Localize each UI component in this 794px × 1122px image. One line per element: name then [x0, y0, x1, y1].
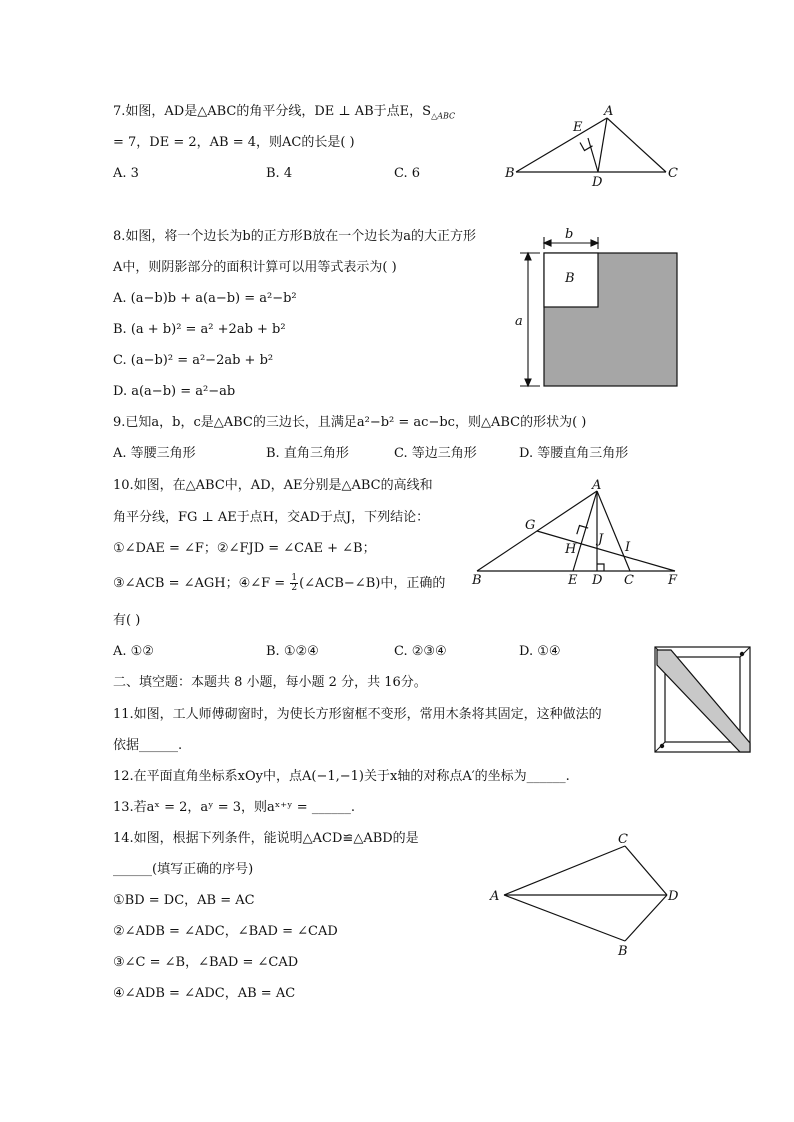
q10-line5: 有( ) [113, 613, 141, 628]
q10-line4 [113, 574, 445, 593]
q7-seg-ad [598, 118, 607, 172]
q7-area-subscript: △ABC [431, 111, 456, 121]
q10-seg-ac [597, 491, 630, 571]
q8-option-a[interactable]: A. (a−b)b + a(a−b) = a²−b² [113, 291, 297, 306]
q7-label-c: C [668, 166, 678, 181]
q7-option-a[interactable]: A. 3 [113, 166, 139, 181]
q8-line2: A中，则阴影部分的面积计算可以用等式表示为( ) [113, 260, 397, 275]
q14-item-2: ②∠ADB = ∠ADC，∠BAD = ∠CAD [113, 924, 338, 939]
q8-arrow-up [525, 253, 531, 260]
q8-option-b[interactable]: B. (a + b)² = a² +2ab + b² [113, 322, 286, 337]
q10-line4-end: (∠ACB−∠B)中，正确的 [299, 576, 446, 591]
q8-arrow-left [544, 240, 551, 246]
q10-label-c: C [624, 573, 634, 588]
q10-figure [465, 478, 690, 590]
q8-label-a: a [515, 314, 523, 329]
q14-label-b: B [618, 944, 628, 959]
q14-item-4: ④∠ADB = ∠ADC，AB = AC [113, 986, 296, 1001]
q7-line2: = 7，DE = 2，AB = 4，则AC的长是( ) [113, 135, 355, 150]
q10-right-angle-d [597, 564, 604, 571]
q7-seg-de [588, 138, 598, 172]
q7-seg-ac [607, 118, 666, 172]
q14-label-c: C [618, 832, 628, 847]
q10-seg-gf [537, 531, 675, 571]
q14-seg-bd [625, 895, 667, 941]
q10-label-h: H [565, 542, 577, 557]
q11-line2: 依据______. [113, 738, 183, 753]
q7-figure [500, 100, 690, 190]
q7-label-a: A [604, 104, 614, 119]
q10-frac-num: 1 [291, 573, 298, 583]
q10-option-d[interactable]: D. ①④ [519, 644, 561, 659]
q10-frac-den: 2 [291, 583, 298, 593]
q10-fraction [290, 574, 298, 593]
q10-label-j: J [598, 532, 604, 547]
q8-option-c[interactable]: C. (a−b)² = a²−2ab + b² [113, 353, 274, 368]
q10-label-f: F [668, 573, 678, 588]
q14-figure [486, 828, 686, 963]
q10-option-c[interactable]: C. ②③④ [394, 644, 447, 659]
q7-label-b: B [505, 166, 515, 181]
q14-item-1: ①BD = DC，AB = AC [113, 893, 255, 908]
q9-option-c[interactable]: C. 等边三角形 [394, 446, 477, 461]
q14-seg-cd [625, 846, 667, 895]
q10-line3: ①∠DAE = ∠F；②∠FJD = ∠CAE + ∠B； [113, 541, 376, 556]
q10-option-b[interactable]: B. ①②④ [266, 644, 319, 659]
q13-line1: 13.若aˣ = 2，aʸ = 3，则aˣ⁺ʸ = ______. [113, 800, 355, 815]
q11-nail-bottom [660, 744, 664, 748]
q14-seg-ac [504, 846, 625, 895]
q14-item-3: ③∠C = ∠B，∠BAD = ∠CAD [113, 955, 299, 970]
q8-label-b: b [565, 227, 574, 242]
q14-label-a: A [490, 889, 500, 904]
q9-option-a[interactable]: A. 等腰三角形 [113, 446, 196, 461]
q7-seg-ba [516, 118, 607, 172]
q14-seg-ab [504, 895, 625, 941]
q7-line1-text: 7.如图，AD是△ABC的角平分线，DE ⊥ AB于点E，S [113, 104, 432, 119]
q9-option-b[interactable]: B. 直角三角形 [266, 446, 349, 461]
q10-line1: 10.如图，在△ABC中，AD，AE分别是△ABC的高线和 [113, 478, 433, 493]
q9-option-d[interactable]: D. 等腰直角三角形 [519, 446, 629, 461]
q7-option-c[interactable]: C. 6 [394, 166, 421, 181]
q8-arrow-right [591, 240, 598, 246]
q10-label-i: I [625, 540, 631, 555]
q7-option-b[interactable]: B. 4 [266, 166, 293, 181]
q10-label-e: E [568, 573, 578, 588]
q10-label-a: A [592, 478, 602, 493]
q10-label-g: G [525, 518, 536, 533]
q7-line1 [113, 103, 455, 126]
q10-label-d: D [592, 573, 603, 588]
q8-line1: 8.如图，将一个边长为b的正方形B放在一个边长为a的大正方形 [113, 229, 477, 244]
q8-label-square-b: B [565, 271, 575, 286]
q9-line1: 9.已知a，b，c是△ABC的三边长，且满足a²−b² = ac−bc，则△ABC的形状为( ) [113, 415, 587, 430]
q10-label-b: B [472, 573, 482, 588]
q7-label-e: E [573, 120, 583, 135]
q11-line1: 11.如图，工人师傅砌窗时，为使长方形窗框不变形，常用木条将其固定，这种做法的 [113, 707, 602, 722]
q8-figure [510, 225, 685, 395]
q11-nail-top [740, 652, 744, 656]
q10-option-a[interactable]: A. ①② [113, 644, 154, 659]
q12-line1: 12.在平面直角坐标系xOy中，点A(−1,−1)关于x轴的对称点A′的坐标为______. [113, 769, 570, 784]
q10-line4-start: ③∠ACB = ∠AGH；④∠F = [113, 576, 290, 591]
q8-arrow-down [525, 379, 531, 386]
q14-label-d: D [668, 889, 679, 904]
q10-line2: 角平分线，FG ⊥ AE于点H，交AD于点J，下列结论： [113, 510, 430, 525]
q11-window-figure [654, 646, 752, 754]
section-2-heading: 二、填空题：本题共 8 小题，每小题 2 分，共 16分。 [113, 675, 427, 690]
q7-right-angle-mark [580, 143, 593, 151]
q8-option-d[interactable]: D. a(a−b) = a²−ab [113, 384, 236, 399]
q7-label-d: D [592, 175, 603, 190]
q14-line2: ______(填写正确的序号) [113, 862, 254, 877]
q14-line1: 14.如图，根据下列条件，能说明△ACD≌△ABD的是 [113, 831, 419, 846]
q10-seg-ae [573, 491, 597, 571]
